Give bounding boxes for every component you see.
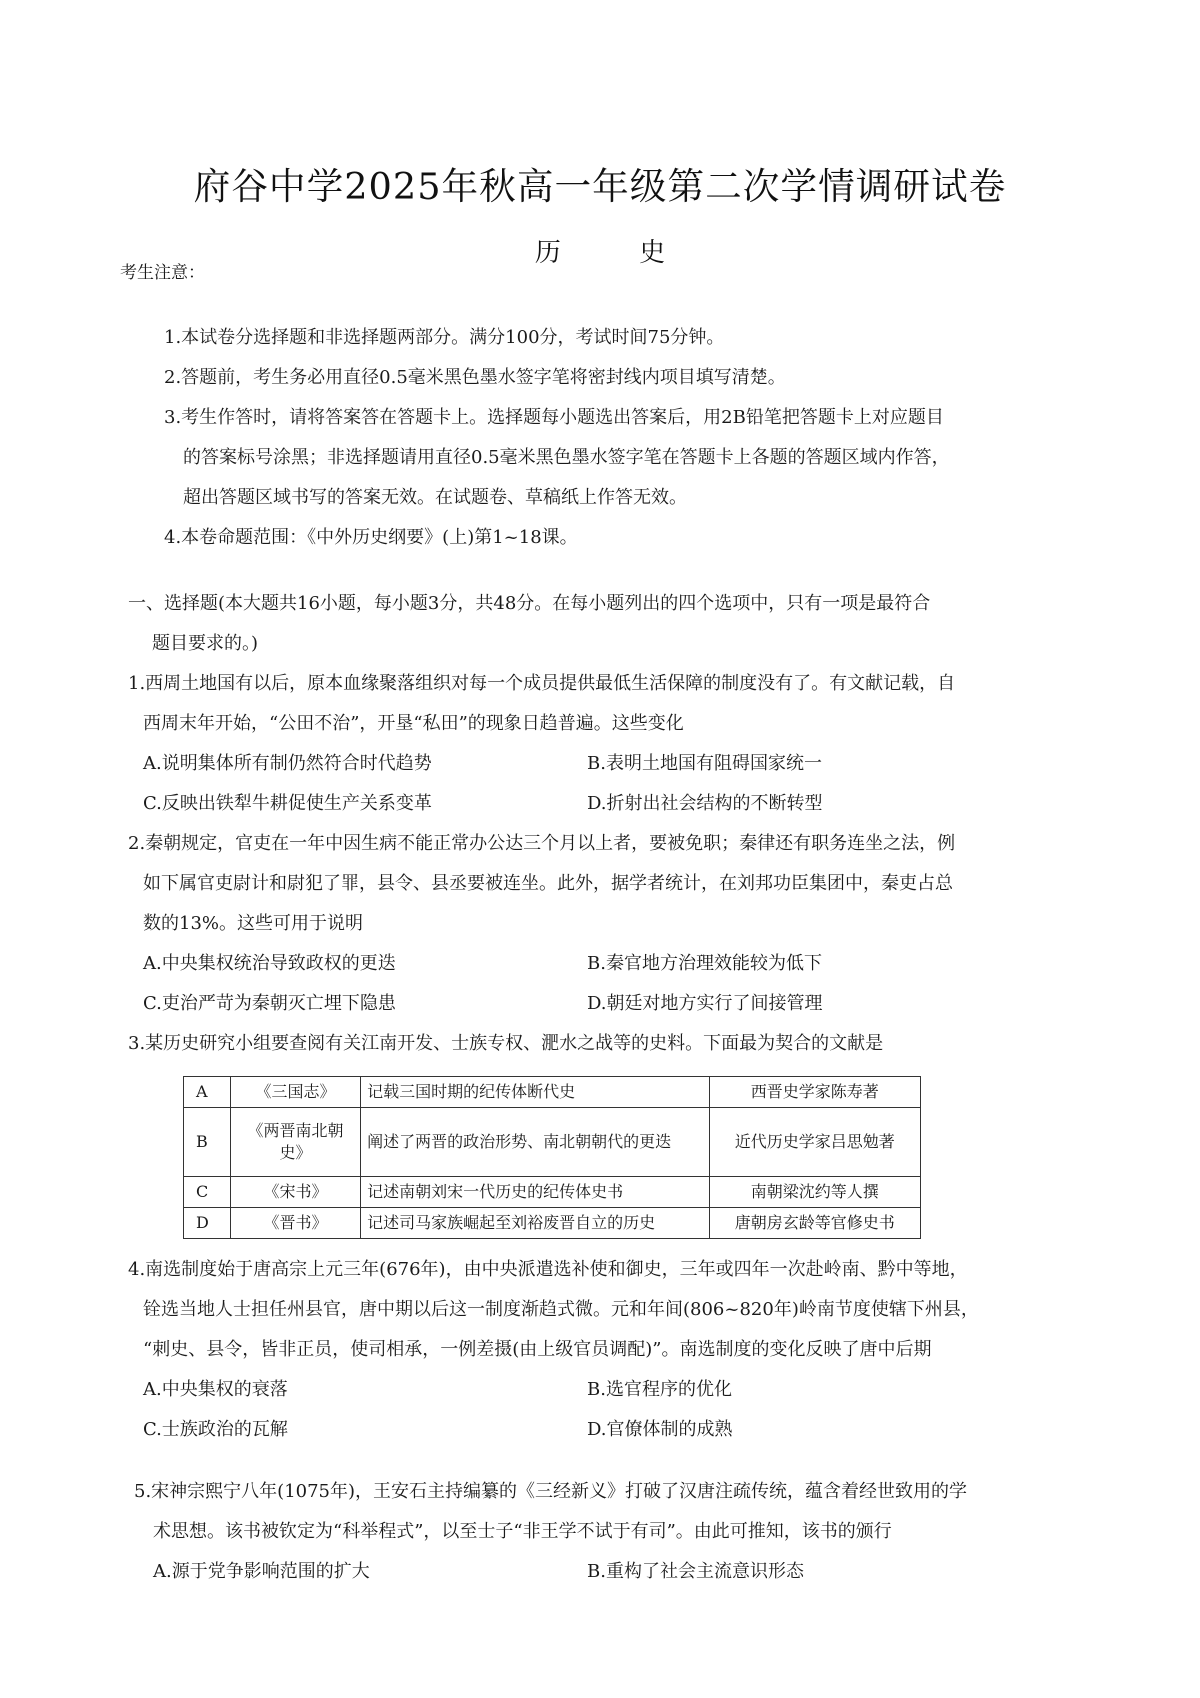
question-4-option-a: A.中央集权的衰落	[143, 1379, 288, 1400]
question-2-stem: 数的13%。这些可用于说明	[143, 913, 364, 934]
table-row	[184, 1208, 921, 1239]
subject-title: 历 史	[534, 238, 666, 268]
exam-title: 府谷中学2025年秋高一年级第二次学情调研试卷	[193, 165, 1007, 208]
table-row	[184, 1177, 921, 1208]
table-cell: 《宋书》	[230, 1177, 360, 1208]
table-cell: B	[184, 1108, 231, 1177]
table-cell: C	[184, 1177, 231, 1208]
question-4-stem: 铨选当地人士担任州县官，唐中期以后这一制度渐趋式微。元和年间(806~820年)岭南节度使辖下州县，	[143, 1299, 979, 1320]
table-cell: 唐朝房玄龄等官修史书	[709, 1208, 920, 1239]
table-cell: 《三国志》	[230, 1077, 360, 1108]
question-3-stem: 3.某历史研究小组要查阅有关江南开发、士族专权、淝水之战等的史料。下面最为契合的文献是	[128, 1033, 884, 1054]
question-1-stem: 西周末年开始，“公田不治”，开垦“私田”的现象日趋普遍。这些变化	[143, 713, 684, 734]
question-2-option-d: D.朝廷对地方实行了间接管理	[587, 993, 823, 1014]
section-heading-cont: 题目要求的。)	[152, 633, 259, 654]
notice-item: 超出答题区域书写的答案无效。在试题卷、草稿纸上作答无效。	[183, 487, 687, 508]
table-cell: 阐述了两晋的政治形势、南北朝朝代的更迭	[361, 1108, 709, 1177]
table-row	[184, 1108, 921, 1177]
question-1-option-c: C.反映出铁犁牛耕促使生产关系变革	[143, 793, 432, 814]
question-5-option-b: B.重构了社会主流意识形态	[587, 1561, 804, 1582]
section-heading: 一、选择题(本大题共16小题，每小题3分，共48分。在每小题列出的四个选项中，只有一项是最符合	[128, 593, 931, 614]
question-5-option-a: A.源于党争影响范围的扩大	[153, 1561, 370, 1582]
question-1-stem: 1.西周土地国有以后，原本血缘聚落组织对每一个成员提供最低生活保障的制度没有了。有文献记载，自	[128, 673, 956, 694]
notice-heading: 考生注意：	[120, 263, 205, 283]
notice-item: 1.本试卷分选择题和非选择题两部分。满分100分，考试时间75分钟。	[164, 327, 725, 348]
question-1-option-a: A.说明集体所有制仍然符合时代趋势	[143, 753, 432, 774]
question-2-stem: 2.秦朝规定，官吏在一年中因生病不能正常办公达三个月以上者，要被免职；秦律还有职务连坐之法，例	[128, 833, 956, 854]
question-4-option-c: C.士族政治的瓦解	[143, 1419, 288, 1440]
question-1-option-d: D.折射出社会结构的不断转型	[587, 793, 823, 814]
question-3-source-table	[183, 1076, 921, 1239]
table-cell: 记载三国时期的纪传体断代史	[361, 1077, 709, 1108]
question-4-option-d: D.官僚体制的成熟	[587, 1419, 733, 1440]
table-cell: 记述司马家族崛起至刘裕废晋自立的历史	[361, 1208, 709, 1239]
question-5-stem: 术思想。该书被钦定为“科举程式”，以至士子“非王学不试于有司”。由此可推知，该书的颁行	[153, 1521, 892, 1542]
table-cell: A	[184, 1077, 231, 1108]
notice-item: 3.考生作答时，请将答案答在答题卡上。选择题每小题选出答案后，用2B铅笔把答题卡上对应题目	[164, 407, 944, 428]
question-2-option-b: B.秦官地方治理效能较为低下	[587, 953, 822, 974]
table-cell: 《两晋南北朝史》	[230, 1108, 360, 1177]
table-cell: 西晋史学家陈寿著	[709, 1077, 920, 1108]
question-4-option-b: B.选官程序的优化	[587, 1379, 732, 1400]
notice-item: 的答案标号涂黑；非选择题请用直径0.5毫米黑色墨水签字笔在答题卡上各题的答题区域内作答，	[183, 447, 950, 468]
question-4-stem: 4.南选制度始于唐高宗上元三年(676年)，由中央派遣选补使和御史，三年或四年一次赴岭南、黔中等地，	[128, 1259, 968, 1280]
table-cell: 《晋书》	[230, 1208, 360, 1239]
question-2-option-a: A.中央集权统治导致政权的更迭	[143, 953, 396, 974]
table-cell: 南朝梁沈约等人撰	[709, 1177, 920, 1208]
question-1-option-b: B.表明土地国有阻碍国家统一	[587, 753, 822, 774]
notice-item: 4.本卷命题范围：《中外历史纲要》(上)第1~18课。	[164, 527, 578, 548]
question-2-option-c: C.吏治严苛为秦朝灭亡埋下隐患	[143, 993, 396, 1014]
table-cell: D	[184, 1208, 231, 1239]
question-4-stem: “刺史、县令，皆非正员，使司相承，一例差摄(由上级官员调配)”。南选制度的变化反映了唐中后期	[143, 1339, 932, 1360]
question-5-stem: 5.宋神宗熙宁八年(1075年)，王安石主持编纂的《三经新义》打破了汉唐注疏传统，蕴含着经世致用的学	[134, 1481, 968, 1502]
table-cell: 记述南朝刘宋一代历史的纪传体史书	[361, 1177, 709, 1208]
notice-item: 2.答题前，考生务必用直径0.5毫米黑色墨水签字笔将密封线内项目填写清楚。	[164, 367, 786, 388]
table-cell: 近代历史学家吕思勉著	[709, 1108, 920, 1177]
table-row	[184, 1077, 921, 1108]
question-2-stem: 如下属官吏尉计和尉犯了罪，县令、县丞要被连坐。此外，据学者统计，在刘邦功臣集团中，秦吏占总	[143, 873, 953, 894]
